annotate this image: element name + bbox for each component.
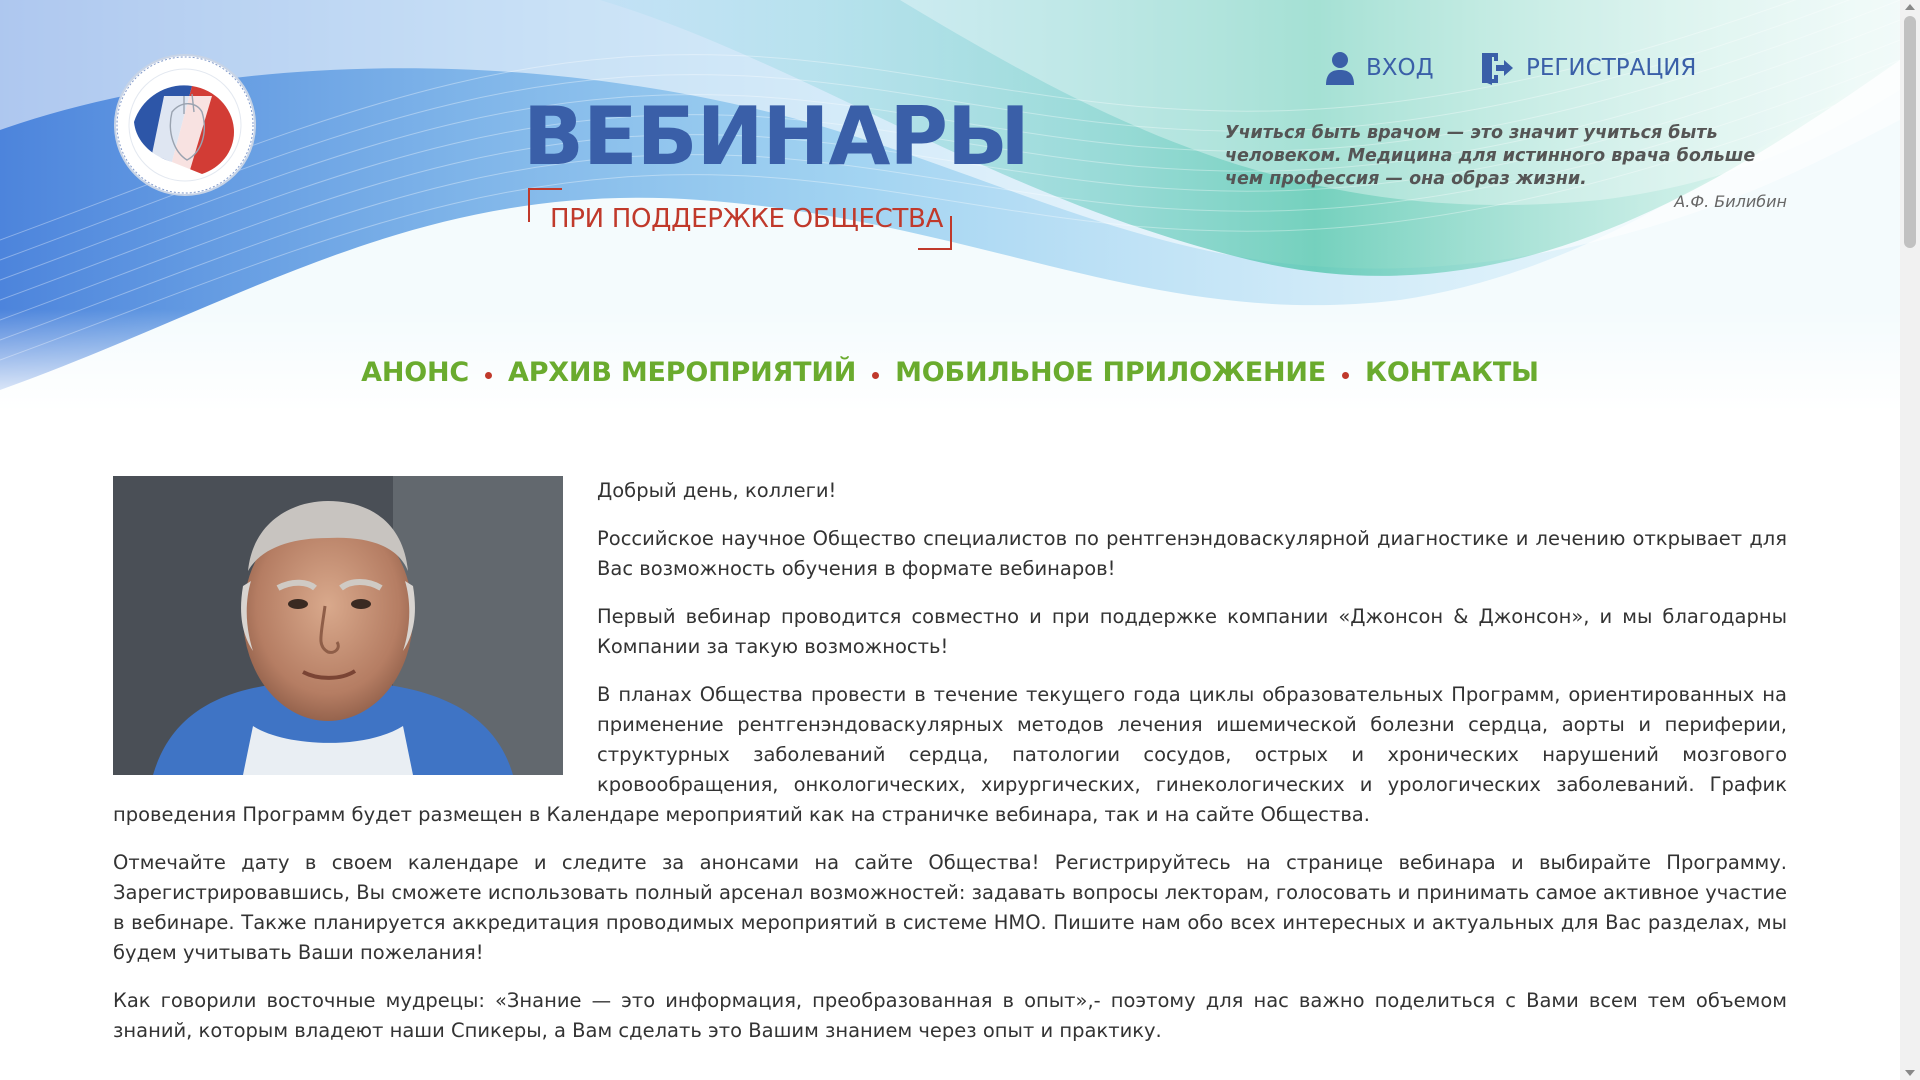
- page-subtitle: ПРИ ПОДДЕРЖКЕ ОБЩЕСТВА: [550, 204, 944, 234]
- page-title: ВЕБИНАРЫ: [523, 90, 1029, 183]
- nav-separator-dot: [1342, 372, 1349, 379]
- scroll-down-arrow-icon[interactable]: [1905, 1070, 1915, 1076]
- vertical-scrollbar[interactable]: [1900, 0, 1920, 1080]
- nav-separator-dot: [485, 372, 492, 379]
- plans-paragraph: В планах Общества провести в течение текущего года циклы образовательных Программ, ориентированных на применение рентгенэндоваскулярных методов лечения ишемической болезни сердца, аорты и периферии, структурных заболеваний сердца, патологии сосудов, острых и хронических нарушений мозгового кровообращения, онкологических, хирургических, гинекологических и урологических заболеваний. График проведения Программ будет размещен в Календаре мероприятий как на страничке вебинара, так и на сайте Общества.: [113, 683, 1787, 826]
- wisdom-paragraph: Как говорили восточные мудрецы: «Знание — это информация, преобразованная в опыт»,- поэтому для нас важно поделиться с Вами всем тем объемом знаний, которым владеют наши Спикеры, а Вам сделать это Вашим знанием через опыт и практику.: [113, 989, 1787, 1042]
- header: [0, 0, 1900, 412]
- header-quote: Учиться быть врачом — это значит учиться быть человеком. Медицина для истинного врача больше чем профессия — она образ жизни.: [1225, 123, 1756, 189]
- register-button[interactable]: [1480, 48, 1696, 88]
- intro-paragraph: Российское научное Общество специалистов по рентгенэндоваскулярной диагностике и лечению открывает для Вас возможность обучения в формате вебинаров!: [597, 527, 1787, 580]
- scrollbar-thumb[interactable]: [1904, 16, 1916, 248]
- nav-separator-dot: [872, 372, 879, 379]
- partner-paragraph: Первый вебинар проводится совместно и при поддержке компании «Джонсон & Джонсон», и мы благодарны Компании за такую возможность!: [597, 605, 1787, 658]
- nav-item-mobile-app[interactable]: МОБИЛЬНОЕ ПРИЛОЖЕНИЕ: [895, 357, 1327, 388]
- registration-paragraph: Отмечайте дату в своем календаре и следите за анонсами на сайте Общества! Регистрируйтесь на странице вебинара и выбирайте Программу. Зарегистрировавшись, Вы сможете использовать полный арсенал возможностей: задавать вопросы лекторам, голосовать и принимать самое активное участие в вебинаре. Также планируется аккредитация проводимых мероприятий в системе НМО. Пишите нам обо всех интересных и актуальных для Вас разделах, мы будем учитывать Ваши пожелания!: [113, 851, 1787, 964]
- register-label: РЕГИСТРАЦИЯ: [1526, 55, 1697, 81]
- main-content: [113, 476, 1787, 1064]
- scroll-up-arrow-icon[interactable]: [1905, 4, 1915, 10]
- subtitle-frame: [528, 188, 952, 250]
- user-icon: [1326, 51, 1354, 85]
- login-label: ВХОД: [1366, 55, 1434, 81]
- society-logo[interactable]: [112, 52, 258, 198]
- speaker-photo: [113, 476, 563, 775]
- sign-in-icon: [1480, 51, 1514, 85]
- greeting-text: Добрый день, коллеги!: [597, 479, 837, 502]
- nav-item-contacts[interactable]: КОНТАКТЫ: [1365, 357, 1539, 388]
- login-button[interactable]: [1326, 48, 1434, 88]
- nav-item-archive[interactable]: АРХИВ МЕРОПРИЯТИЙ: [508, 357, 857, 388]
- main-nav: [0, 357, 1900, 388]
- quote-author: А.Ф. Билибин: [1674, 192, 1787, 211]
- nav-item-anons[interactable]: АНОНС: [361, 357, 470, 388]
